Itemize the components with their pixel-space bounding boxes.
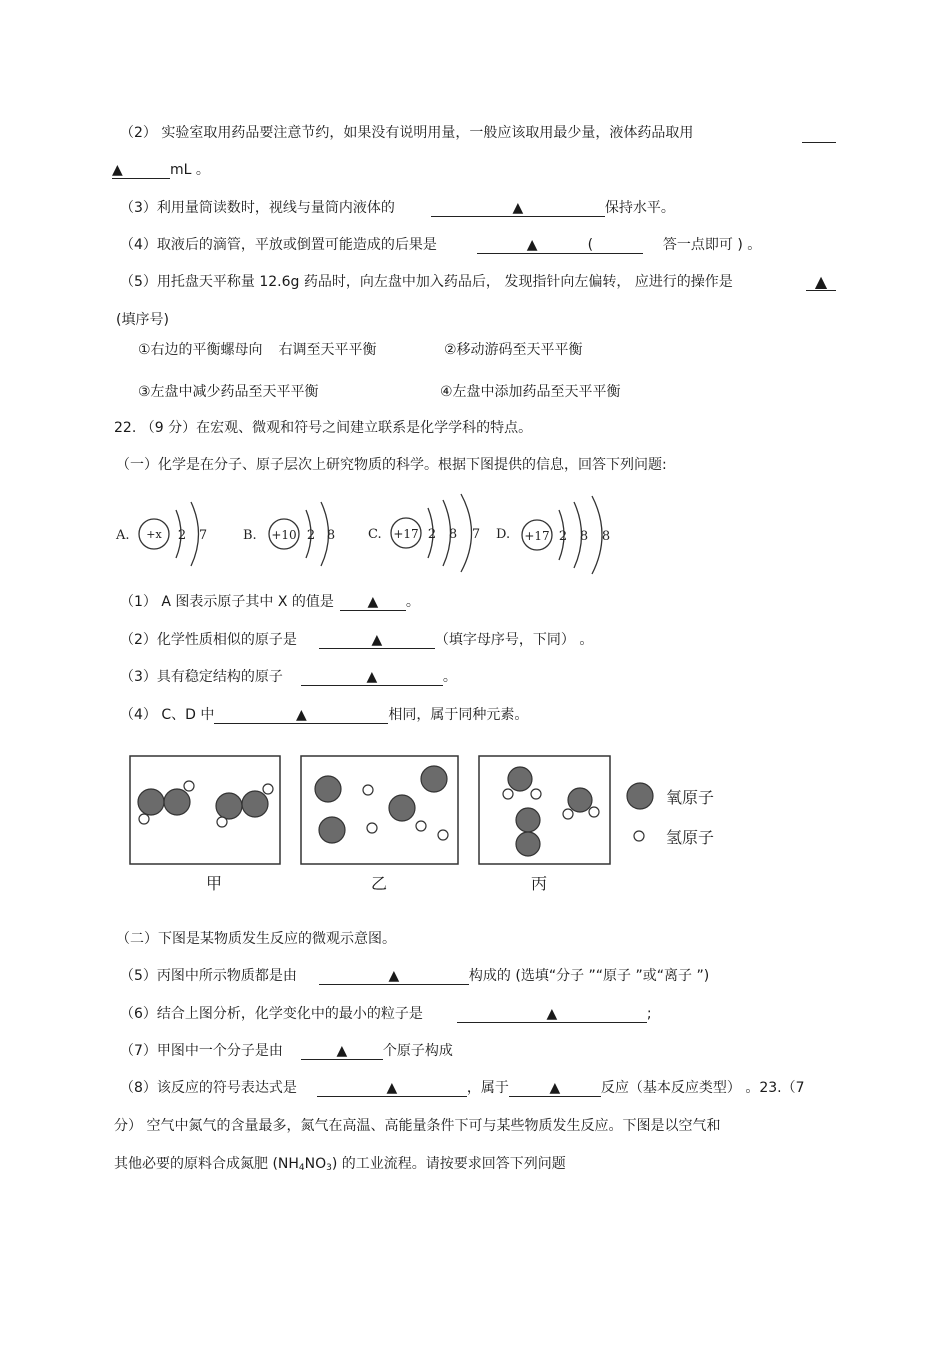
q21-item2-blank-tail[interactable] [802,126,836,143]
legend-hydrogen-swatch [634,831,644,841]
hydrogen-atom [531,789,541,799]
q21-item2-unit: mL 。 [170,162,210,178]
atom-c-shell-2: 8 [448,527,458,542]
atom-d-nucleus: +17 [524,529,550,543]
q22-item7-tail: 个原子构成 [382,1043,453,1059]
box-label-yi: 乙 [371,874,388,893]
q21-item2-cont [112,160,210,180]
q22-item7-blank[interactable] [301,1043,383,1060]
q22-item4-tail: 相同，属于同种元素。 [388,707,529,723]
hydrogen-atom [217,817,227,827]
q21-option1-text-b: 右调至天平平衡 [278,342,377,358]
q22-item8 [120,1078,805,1098]
hydrogen-atom [589,807,599,817]
q22-item1-blank[interactable] [340,594,406,611]
answer-triangle: ▲ [512,200,524,216]
q21-item5-note-text: (填序号) [116,312,169,328]
atom-c-shell-1: 2 [427,527,437,542]
q22-part2-intro [116,929,396,949]
q21-item5-blank[interactable] [806,274,836,291]
q22-item8-mid: ，属于 [466,1080,509,1096]
oxygen-atom [216,793,242,819]
oxygen-atom [389,795,415,821]
q22-item8-blank2[interactable] [509,1080,601,1097]
atom-d-shell-2: 8 [579,529,589,544]
q21-item3-blank[interactable] [431,200,605,217]
q21-item5 [120,272,733,292]
atom-d-shell-3: 8 [601,529,611,544]
q22-item3-tail: 。 [442,669,457,685]
atom-structure-diagrams [112,490,622,578]
q22-item2-text: （2）化学性质相似的原子是 [120,632,297,648]
q22-item7 [120,1041,453,1061]
q22-item4-text: （4） C、D 中 [120,707,215,723]
oxygen-atom [138,789,164,815]
q21-item3 [120,198,675,218]
q23-intro-line1 [114,1116,720,1136]
q21-option1-text-a: ①右边的平衡螺母向 [138,342,263,358]
q22-item6-tail: ; [646,1006,652,1022]
q22-item3-text: （3）具有稳定结构的原子 [120,669,283,685]
hydrogen-atom [139,814,149,824]
atom-a-shell-2: 7 [198,528,208,543]
answer-triangle: ▲ [371,632,383,648]
hydrogen-atom [184,781,194,791]
hydrogen-atom [438,830,448,840]
q21-item2 [120,123,693,143]
q21-option2-text: ②移动游码至天平平衡 [444,342,583,358]
q22-item1-text: （1） A 图表示原子其中 X 的值是 [120,594,334,610]
q22-item2-blank[interactable] [319,632,435,649]
q22-item4 [120,705,528,725]
atom-d-letter: D. [496,527,511,542]
q21-item4-paren: ( [587,237,594,253]
q21-item3-tail: 保持水平。 [604,200,675,216]
answer-triangle: ▲ [549,1080,561,1096]
answer-triangle: ▲ [112,162,123,178]
q22-item6-text: （6）结合上图分析，化学变化中的最小的粒子是 [120,1006,423,1022]
oxygen-atom [508,767,532,791]
q22-part2-text: （二）下图是某物质发生反应的微观示意图。 [116,931,396,947]
box-label-bing: 丙 [531,874,548,893]
answer-triangle: ▲ [388,968,400,984]
answer-triangle: ▲ [295,707,307,723]
oxygen-atom [319,817,345,843]
q22-item8-tail: 反应（基本反应类型） 。23.（7 [600,1080,805,1096]
q21-option2 [444,340,583,360]
q21-option3 [138,382,319,402]
hydrogen-atom [363,785,373,795]
oxygen-atom [164,789,190,815]
q22-title [114,418,532,438]
q22-item3-blank[interactable] [301,669,443,686]
oxygen-atom [568,788,592,812]
atom-b-shell-2: 8 [326,528,336,543]
q22-item8-text: （8）该反应的符号表达式是 [120,1080,297,1096]
answer-triangle: ▲ [367,594,379,610]
oxygen-atom [242,791,268,817]
q23-intro-line1-text: 分） 空气中氮气的含量最多，氮气在高温、高能量条件下可与某些物质发生反应。下图是以空气和 [114,1118,721,1134]
q23-intro-text-c: ) 的工业流程。请按要求回答下列问题 [331,1156,566,1172]
q21-item4-text: （4）取液后的滴管，平放或倒置可能造成的后果是 [120,237,437,253]
molecule-diagram [128,754,728,870]
atom-a-shell-1: 2 [177,528,187,543]
q21-option3-text: ③左盘中减少药品至天平平衡 [138,384,319,400]
q22-item5-tail: 构成的 (选填“分子 ”“原子 ”或“离子 ”) [468,968,710,984]
atom-d-shell-1: 2 [558,529,568,544]
legend-hydrogen-label: 氢原子 [666,828,715,847]
q22-item4-blank[interactable] [214,707,388,724]
q22-item5 [120,966,709,986]
atom-c-nucleus: +17 [393,527,419,541]
atom-c-shell-3: 7 [471,527,481,542]
oxygen-atom [421,766,447,792]
atom-a-nucleus: +x [146,528,162,541]
answer-triangle: ▲ [336,1043,348,1059]
q22-title-text: 22. （9 分）在宏观、微观和符号之间建立联系是化学学科的特点。 [114,420,533,436]
oxygen-atom [315,776,341,802]
q22-item7-text: （7）甲图中一个分子是由 [120,1043,283,1059]
hydrogen-atom [416,821,426,831]
q22-item5-text: （5）丙图中所示物质都是由 [120,968,297,984]
atom-b-nucleus: +10 [271,528,297,542]
answer-triangle: ▲ [386,1080,398,1096]
hydrogen-atom [367,823,377,833]
answer-triangle: ▲ [526,237,538,253]
q23-formula-sub2: 3 [326,1163,332,1173]
q21-item2-text: （2） 实验室取用药品要注意节约，如果没有说明用量，一般应该取用最少量，液体药品取用 [120,125,694,141]
q22-item1 [120,592,420,612]
q23-formula-sub1: 4 [298,1163,305,1173]
box-label-jia: 甲 [206,874,223,893]
q21-item5-note [116,310,169,330]
q21-item2-blank[interactable] [112,162,170,179]
atom-b-letter: B. [243,528,257,543]
q22-item2-tail: （填字母序号，下同） 。 [434,632,594,648]
legend-oxygen-label: 氧原子 [666,788,715,807]
q21-item4-blank[interactable] [477,237,643,254]
q22-item8-blank1[interactable] [317,1080,467,1097]
answer-triangle: ▲ [546,1006,558,1022]
q22-part1-intro [116,455,667,475]
q21-item5-text: （5）用托盘天平称量 12.6g 药品时，向左盘中加入药品后， 发现指针向左偏转， 应进行的操作是 [120,274,733,290]
atom-a-letter: A. [116,528,130,543]
q21-item4-tail: 答一点即可 ) 。 [662,237,762,253]
q21-option4 [440,382,621,402]
atom-c-letter: C. [368,527,382,542]
q22-part1-text: （一）化学是在分子、原子层次上研究物质的科学。根据下图提供的信息，回答下列问题: [116,457,667,473]
q21-item4 [120,235,761,255]
answer-triangle: ▲ [366,669,378,685]
hydrogen-atom [503,789,513,799]
oxygen-atom [516,808,540,832]
oxygen-atom [516,832,540,856]
q22-item6 [120,1004,652,1024]
q22-item5-blank[interactable] [319,968,469,985]
q21-item3-text: （3）利用量筒读数时，视线与量筒内液体的 [120,200,395,216]
q23-intro-text-b: NO [304,1156,327,1172]
q23-intro-line2 [114,1154,566,1178]
q22-item1-tail: 。 [405,594,420,610]
q21-option4-text: ④左盘中添加药品至天平平衡 [440,384,621,400]
q22-item3 [120,667,457,687]
q23-intro-text-a: 其他必要的原料合成氮肥 (NH [114,1156,299,1172]
q21-option1 [138,340,377,360]
q22-item6-blank[interactable] [457,1006,647,1023]
hydrogen-atom [563,809,573,819]
legend-oxygen-swatch [627,783,653,809]
q22-item2 [120,630,593,650]
atom-b-shell-1: 2 [306,528,316,543]
hydrogen-atom [263,784,273,794]
answer-triangle: ▲ [814,272,828,291]
